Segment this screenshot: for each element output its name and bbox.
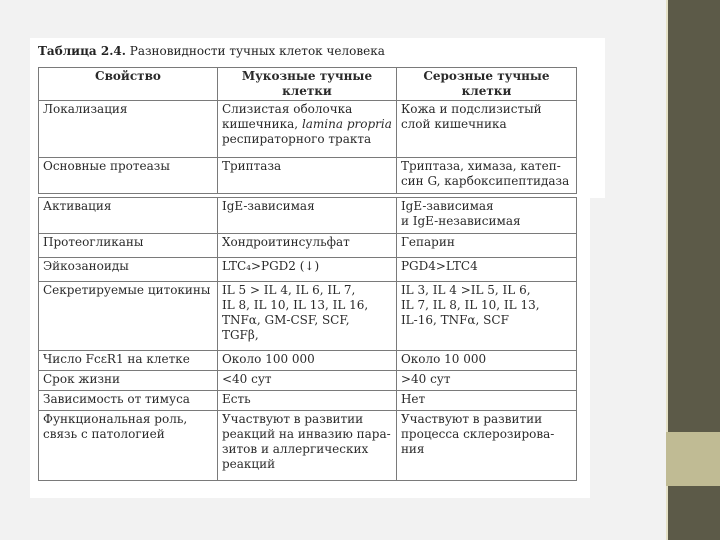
cell-mucosal: IgE-зависимая bbox=[217, 198, 396, 234]
cell-property: Число FcεR1 на клетке bbox=[39, 351, 218, 371]
table-row bbox=[39, 371, 577, 391]
table-row bbox=[39, 282, 577, 351]
table-caption-label: Таблица 2.4. bbox=[38, 44, 126, 58]
table-row bbox=[39, 258, 577, 282]
table-row bbox=[39, 158, 577, 194]
decorative-side-band bbox=[666, 432, 720, 486]
table-header-row bbox=[39, 68, 577, 101]
table-caption-text: Разновидности тучных клеток человека bbox=[129, 44, 385, 58]
cell-serous: >40 сут bbox=[396, 371, 576, 391]
cell-serous: Триптаза, химаза, катеп- син G, карбоксипептидаза bbox=[396, 158, 576, 194]
cell-property: Эйкозаноиды bbox=[39, 258, 218, 282]
cell-property: Протеогликаны bbox=[39, 234, 218, 258]
cell-mucosal: Около 100 000 bbox=[217, 351, 396, 371]
header-property: Свойство bbox=[39, 68, 218, 101]
cell-property: Активация bbox=[39, 198, 218, 234]
cell-serous: IL 3, IL 4 >IL 5, IL 6, IL 7, IL 8, IL 10, IL 13, IL-16, TNFα, SCF bbox=[396, 282, 576, 351]
cell-serous: Около 10 000 bbox=[396, 351, 576, 371]
table-row bbox=[39, 198, 577, 234]
cell-mucosal-italic: lamina propria bbox=[301, 117, 392, 131]
cell-serous: Участвуют в развитии процесса склерозирова- ния bbox=[396, 411, 576, 481]
cell-mucosal-text-end: респираторного тракта bbox=[221, 132, 372, 146]
table-row bbox=[39, 101, 577, 158]
cell-mucosal: Есть bbox=[217, 391, 396, 411]
cell-serous: IgE-зависимая и IgE-независимая bbox=[396, 198, 576, 234]
cell-property: Локализация bbox=[39, 101, 218, 158]
table-row bbox=[39, 234, 577, 258]
table-row bbox=[39, 411, 577, 481]
cell-mucosal: <40 сут bbox=[217, 371, 396, 391]
header-serous: Серозные тучные клетки bbox=[396, 68, 576, 101]
cell-property: Основные протеазы bbox=[39, 158, 218, 194]
cell-serous: Нет bbox=[396, 391, 576, 411]
header-mucosal: Мукозные тучные клетки bbox=[217, 68, 396, 101]
table-row bbox=[39, 351, 577, 371]
cell-serous: Кожа и подслизистый слой кишечника bbox=[396, 101, 576, 158]
cell-mucosal: LTC₄>PGD2 (↓) bbox=[217, 258, 396, 282]
cell-property: Секретируемые цитокины bbox=[39, 282, 218, 351]
cell-property: Срок жизни bbox=[39, 371, 218, 391]
mast-cell-table-bottom bbox=[38, 197, 577, 481]
cell-property: Функциональная роль, связь с патологией bbox=[39, 411, 218, 481]
table-row bbox=[39, 391, 577, 411]
cell-property: Зависимость от тимуса bbox=[39, 391, 218, 411]
cell-mucosal: IL 5 > IL 4, IL 6, IL 7, IL 8, IL 10, IL 13, IL 16, TNFα, GM-CSF, SCF, TGFβ, bbox=[217, 282, 396, 351]
cell-serous: Гепарин bbox=[396, 234, 576, 258]
cell-mucosal: Хондроитинсульфат bbox=[217, 234, 396, 258]
cell-serous: PGD4>LTC4 bbox=[396, 258, 576, 282]
cell-mucosal-text: Слизистая оболочка кишечника, bbox=[221, 102, 353, 131]
cell-mucosal bbox=[217, 101, 396, 158]
cell-mucosal: Участвуют в развитии реакций на инвазию пара- зитов и аллергических реакций bbox=[217, 411, 396, 481]
mast-cell-table-top bbox=[38, 67, 577, 194]
cell-mucosal: Триптаза bbox=[217, 158, 396, 194]
table-caption bbox=[38, 44, 385, 58]
